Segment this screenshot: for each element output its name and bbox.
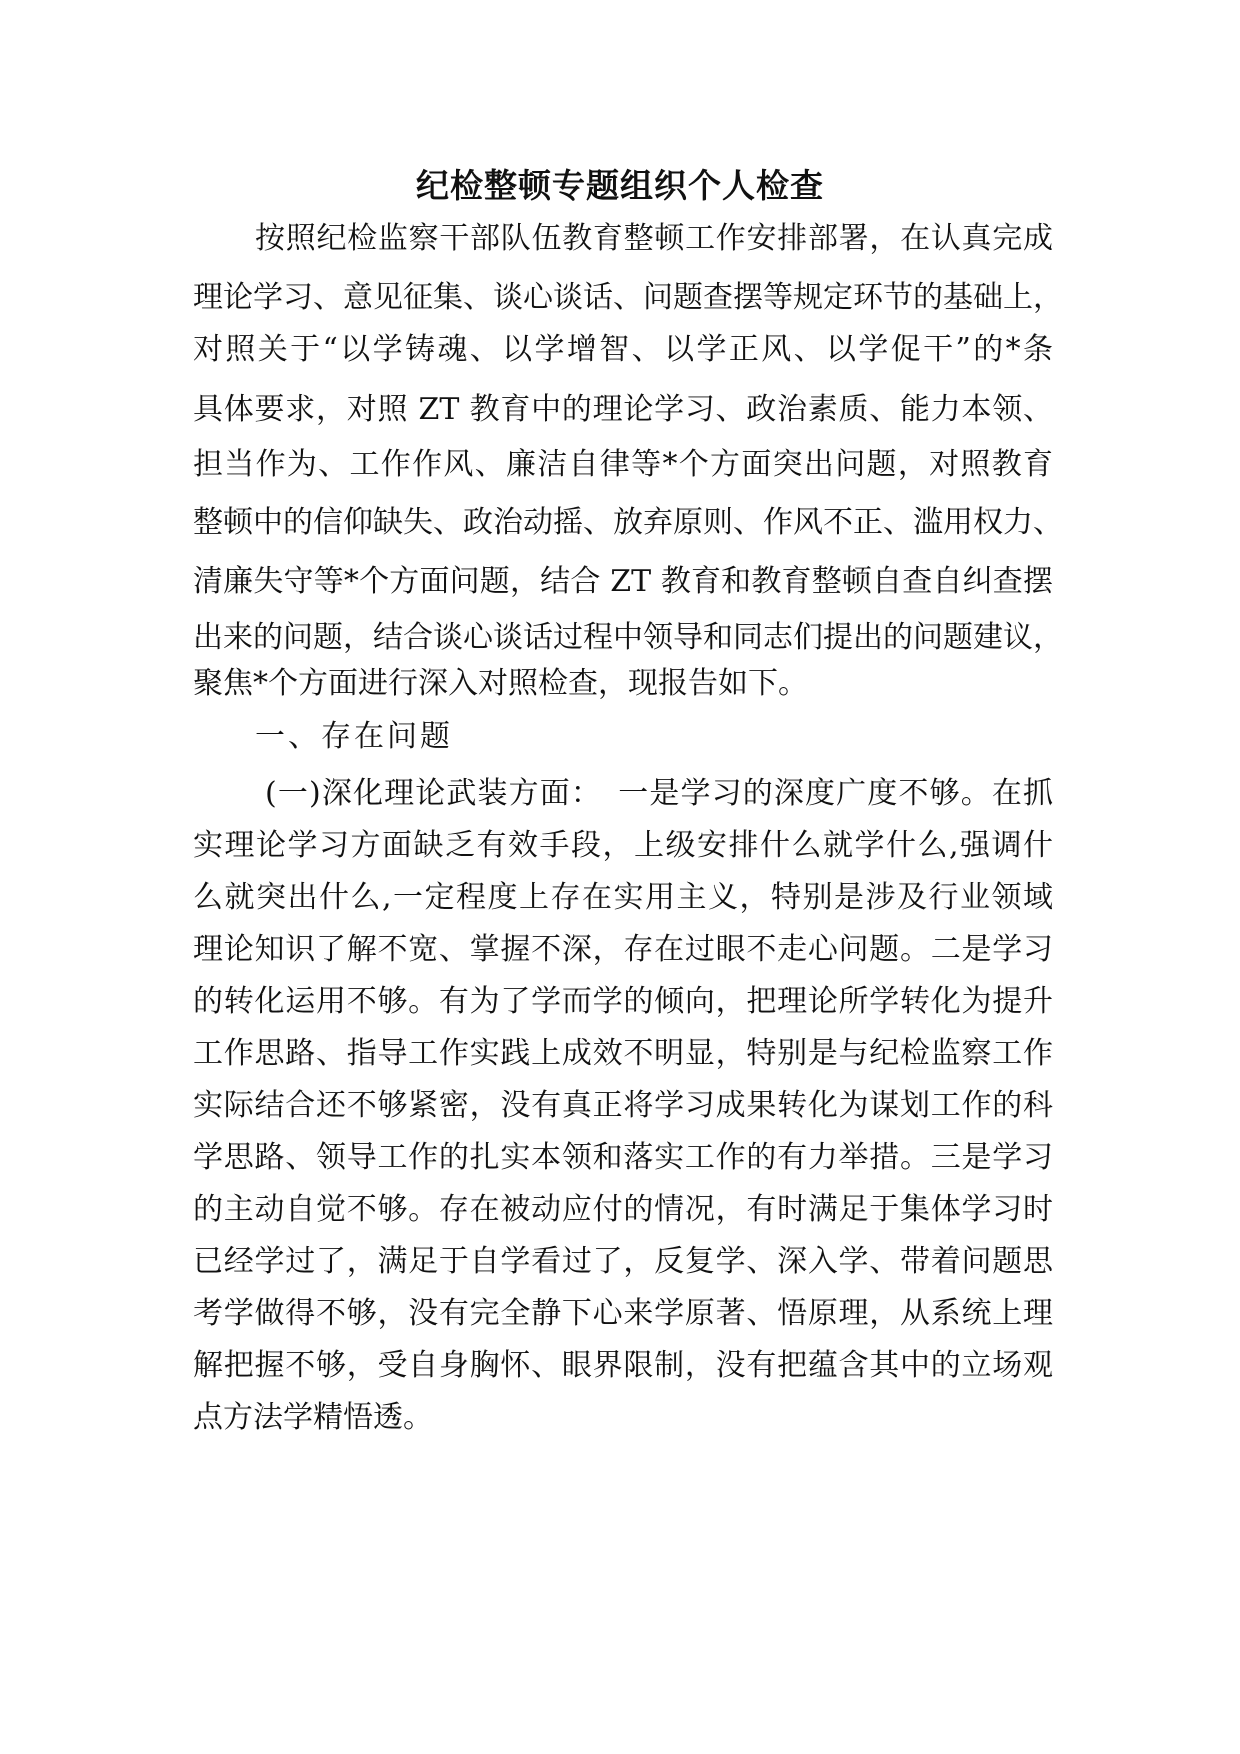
body-line: 解把握不够，受自身胸怀、眼界限制，没有把蕴含其中的立场观: [193, 1348, 1053, 1383]
body-line: 已经学过了，满足于自学看过了，反复学、深入学、带着问题思: [193, 1244, 1053, 1279]
intro-line: 理论学习、意见征集、谈心谈话、问题查摆等规定环节的基础上，: [193, 280, 1063, 315]
body-line: 的转化运用不够。有为了学而学的倾向，把理论所学转化为提升: [193, 984, 1053, 1019]
body-line: 实际结合还不够紧密，没有真正将学习成果转化为谋划工作的科: [193, 1088, 1053, 1123]
body-line: (一)深化理论武装方面： 一是学习的深度广度不够。在抓: [265, 776, 1053, 811]
body-line: 么就突出什么,一定程度上存在实用主义，特别是涉及行业领域: [193, 880, 1053, 915]
intro-line: 担当作为、工作作风、廉洁自律等*个方面突出问题，对照教育: [193, 447, 1053, 482]
intro-line: 整顿中的信仰缺失、政治动摇、放弃原则、作风不正、滥用权力、: [193, 505, 1063, 540]
body-line: 工作思路、指导工作实践上成效不明显，特别是与纪检监察工作: [193, 1036, 1053, 1071]
body-line: 考学做得不够，没有完全静下心来学原著、悟原理，从系统上理: [193, 1296, 1053, 1331]
intro-line: 对照关于“以学铸魂、以学增智、以学正风、以学促干”的*条: [193, 332, 1053, 367]
intro-line: 具体要求，对照 ZT 教育中的理论学习、政治素质、能力本领、: [193, 392, 1053, 427]
body-line: 实理论学习方面缺乏有效手段，上级安排什么就学什么,强调什: [193, 828, 1053, 863]
body-line: 理论知识了解不宽、掌握不深，存在过眼不走心问题。二是学习: [193, 932, 1053, 967]
intro-line: 按照纪检监察干部队伍教育整顿工作安排部署，在认真完成: [255, 221, 1053, 256]
intro-line: 出来的问题，结合谈心谈话过程中领导和同志们提出的问题建议，: [193, 620, 1063, 655]
intro-line: 聚焦*个方面进行深入对照检查，现报告如下。: [193, 666, 808, 701]
document-title: 纪检整顿专题组织个人检查: [416, 166, 824, 205]
section-heading: 一、存在问题: [255, 719, 453, 754]
body-line: 学思路、领导工作的扎实本领和落实工作的有力举措。三是学习: [193, 1140, 1053, 1175]
intro-line: 清廉失守等*个方面问题，结合 ZT 教育和教育整顿自查自纠查摆: [193, 564, 1053, 599]
body-line: 点方法学精悟透。: [193, 1400, 433, 1435]
body-line: 的主动自觉不够。存在被动应付的情况，有时满足于集体学习时: [193, 1192, 1053, 1227]
